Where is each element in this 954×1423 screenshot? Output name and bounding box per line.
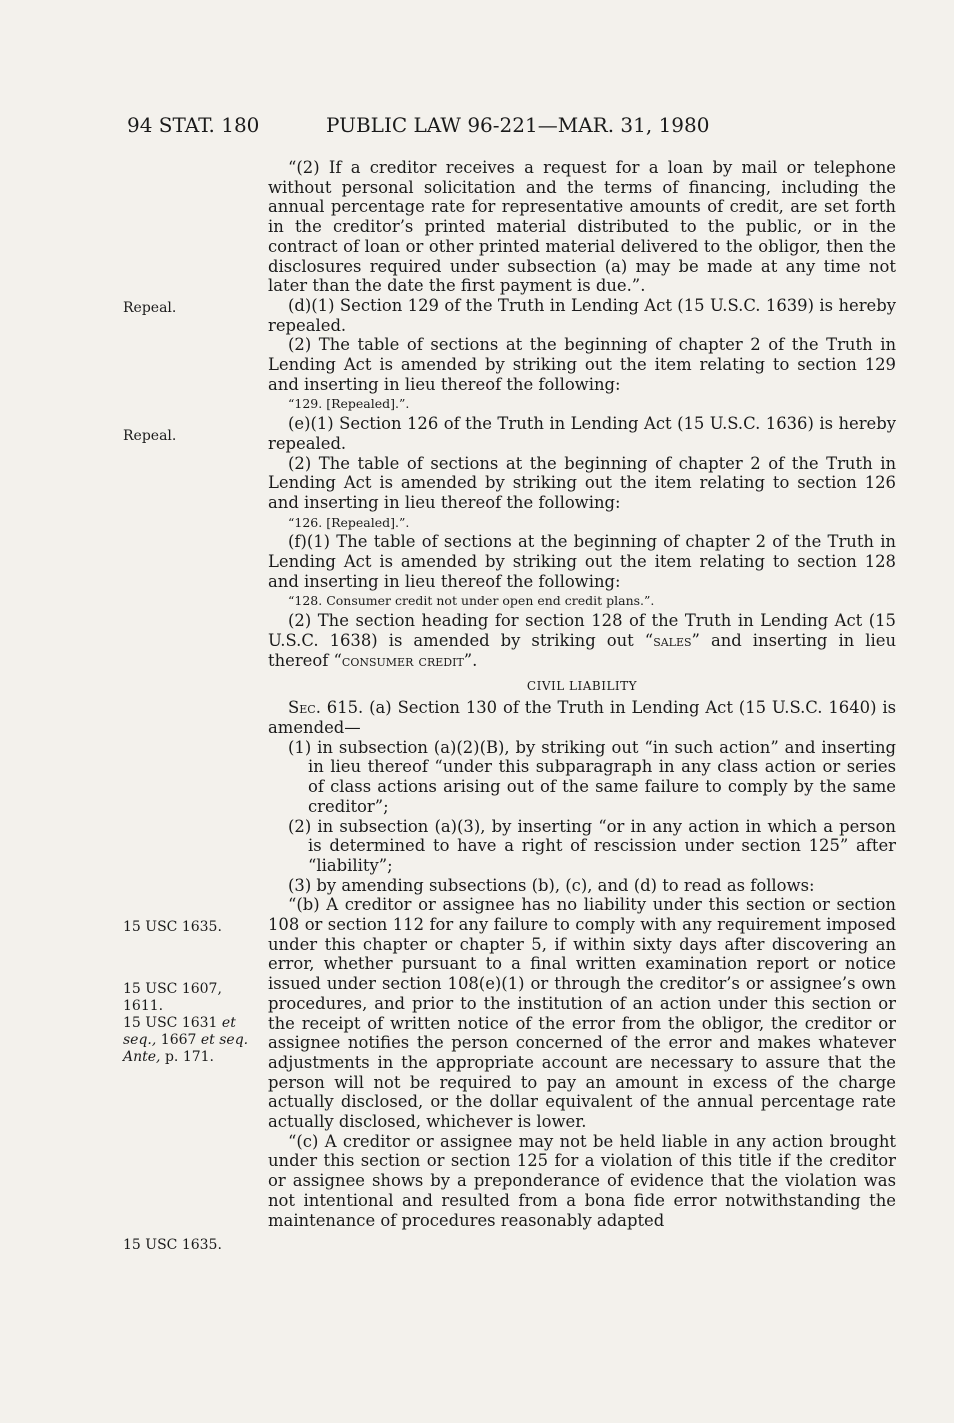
- margin-note-repeal-1: Repeal.: [123, 300, 177, 316]
- list-item-2: (2) in subsection (a)(3), by inserting “or in any action in which a person is determined to have a right of rescission under section 125” after “liability”;: [288, 816, 896, 875]
- paragraph-sec-615: Sec. 615. (a) Section 130 of the Truth in Lending Act (15 U.S.C. 1640) is amended—: [268, 698, 896, 737]
- margin-note-usc-1607: 15 USC 1607,: [123, 981, 222, 997]
- paragraph-subsection-b: “(b) A creditor or assignee has no liability under this section or section 108 or section 112 for any failure to comply with any requirement imposed under this chapter or chapter 5, if within sixty days after discovering an error, whether pursuant to a final written examination report or notice issued under section 108(e)(1) or through the creditor’s or assignee’s own procedures, and prior to the institution of an action under this section or the receipt of written notice of the error from the obligor, the creditor or assignee notifies the person concerned of the error and makes whatever adjustments in the appropriate account are necessary to assure that the person will not be required to pay an amount in excess of the charge actually disclosed, or the dollar equivalent of the annual percentage rate actually disclosed, whichever is lower.: [268, 895, 896, 1132]
- margin-note-usc-1635-b: 15 USC 1635.: [123, 1237, 222, 1253]
- paragraph-c2: “(2) If a creditor receives a request for a loan by mail or telephone without personal solicitation and the terms of financing, including the annual percentage rate for representative amounts of credit, are set forth in the creditor’s printed material distributed to the public, or in the contract of loan or other printed material delivered to the obligor, then the disclosures required under subsection (a) may be made at any time not later than the date the first payment is due.”.: [268, 158, 896, 296]
- paragraph-d2: (2) The table of sections at the beginning of chapter 2 of the Truth in Lending Act is amended by striking out the item relating to section 129 and inserting in lieu thereof the following:: [268, 335, 896, 394]
- margin-note-usc-1667: seq., 1667 et seq.: [123, 1032, 249, 1048]
- paragraph-subsection-c: “(c) A creditor or assignee may not be held liable in any action brought under this section or section 125 for a violation of this title if the creditor or assignee shows by a preponderance of evidence that the violation was not intentional and resulted from a bona fide error notwithstanding the maintenance of procedures reasonably adapted: [268, 1131, 896, 1230]
- stat-page-number: 94 STAT. 180: [127, 113, 260, 137]
- paragraph-e2: (2) The table of sections at the beginning of chapter 2 of the Truth in Lending Act is amended by striking out the item relating to section 126 and inserting in lieu thereof the following:: [268, 453, 896, 512]
- body-text-column: [268, 158, 896, 1230]
- table-item-128: “128. Consumer credit not under open end credit plans.”.: [288, 593, 655, 609]
- margin-note-ante: Ante, p. 171.: [123, 1049, 214, 1065]
- table-item-126: “126. [Repealed].”.: [288, 514, 410, 530]
- margin-note-usc-1611: 1611.: [123, 998, 164, 1014]
- margin-note-usc-1635-a: 15 USC 1635.: [123, 919, 222, 935]
- margin-note-usc-1631: 15 USC 1631 et: [123, 1015, 236, 1031]
- paragraph-f2: (2) The section heading for section 128 of the Truth in Lending Act (15 U.S.C. 1638) is amended by striking out “sales” and inserting in lieu thereof “consumer credit”.: [268, 611, 897, 670]
- law-title: PUBLIC LAW 96-221—MAR. 31, 1980: [326, 113, 710, 137]
- margin-note-usc-1607-group: [123, 981, 263, 1066]
- paragraph-e1: (e)(1) Section 126 of the Truth in Lending Act (15 U.S.C. 1636) is hereby repealed.: [268, 414, 896, 453]
- paragraph-f1: (f)(1) The table of sections at the beginning of chapter 2 of the Truth in Lending Act is amended by striking out the item relating to section 128 and inserting in lieu thereof the following:: [268, 532, 896, 591]
- margin-note-repeal-2: Repeal.: [123, 428, 177, 444]
- list-item-3: (3) by amending subsections (b), (c), and (d) to read as follows:: [288, 875, 815, 895]
- paragraph-d1: (d)(1) Section 129 of the Truth in Lending Act (15 U.S.C. 1639) is hereby repealed.: [268, 295, 896, 335]
- table-item-129: “129. [Repealed].”.: [288, 396, 410, 412]
- section-heading-civil-liability: CIVIL LIABILITY: [526, 679, 638, 694]
- list-item-1: (1) in subsection (a)(2)(B), by striking out “in such action” and inserting in lieu thereof “under this subparagraph in any class action or series of class actions arising out of the same failure to comply by the same creditor”;: [288, 737, 896, 816]
